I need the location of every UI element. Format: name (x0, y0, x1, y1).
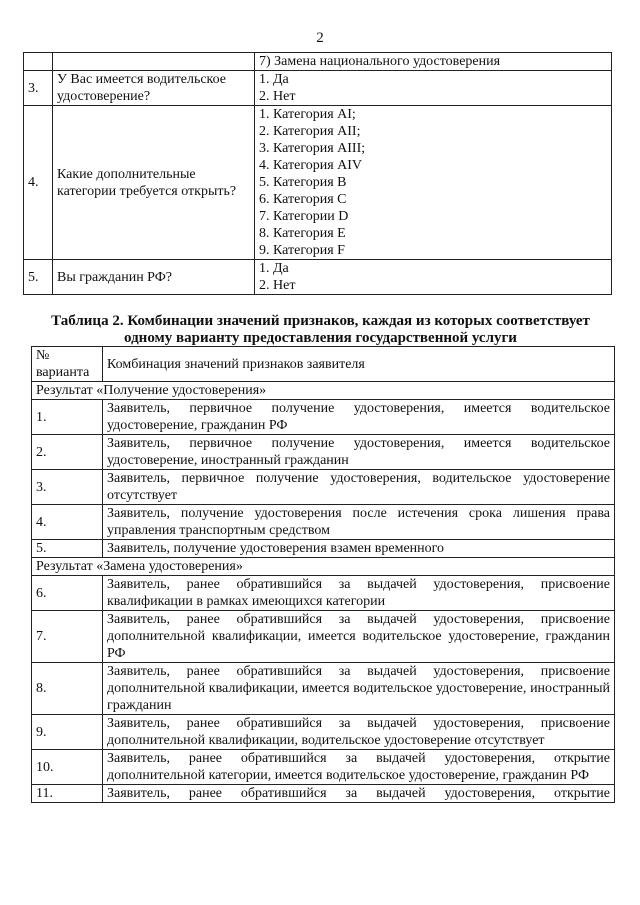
questions-table (23, 52, 612, 295)
answer-option: 4. Категория AIV (259, 158, 363, 173)
question-cell (53, 53, 255, 71)
answer-option: 3. Категория AIII; (259, 141, 366, 156)
table-row (32, 435, 615, 470)
table-row (32, 611, 615, 663)
variant-text: Заявитель, получение удостоверения после истечения срока лишения права управления транспортным средством (103, 505, 615, 540)
header-combination: Комбинация значений признаков заявителя (103, 347, 615, 382)
question-cell: У Вас имеется водительское удостоверение? (53, 71, 255, 106)
answer-cell (255, 260, 612, 295)
answer-option: 7. Категории D (259, 209, 349, 224)
group-title-receipt: Результат «Получение удостоверения» (32, 382, 615, 400)
answer-option: 1. Да (259, 72, 289, 87)
table-row (32, 785, 615, 803)
table-row (32, 470, 615, 505)
page-number: 2 (316, 30, 324, 46)
answer-option: 1. Категория AI; (259, 107, 356, 122)
answer-option: 6. Категория C (259, 192, 347, 207)
variant-number: 1. (32, 400, 103, 435)
answer-cell: 7) Замена национального удостоверения (255, 53, 612, 71)
variant-text: Заявитель, первичное получение удостоверения, имеется водительское удостоверение, гражданин РФ (103, 400, 615, 435)
answer-option: 1. Да (259, 261, 289, 276)
variant-number: 9. (32, 715, 103, 750)
variant-number: 4. (32, 505, 103, 540)
variant-text: Заявитель, ранее обратившийся за выдачей удостоверения, присвоение дополнительной квалификации, водительское удостоверение отсутствует (103, 715, 615, 750)
table-row (24, 106, 612, 260)
header-variant-number: № варианта (32, 347, 103, 382)
answer-option: 2. Категория AII; (259, 124, 361, 139)
table-caption: Таблица 2. Комбинации значений признаков, каждая из которых соответствует одному варианту предоставления государственной услуги (51, 313, 590, 346)
table-row (32, 400, 615, 435)
header-row (32, 347, 615, 382)
table-row (32, 715, 615, 750)
variant-number: 10. (32, 750, 103, 785)
variant-text: Заявитель, ранее обратившийся за выдачей удостоверения, открытие (103, 785, 615, 803)
table-row (32, 750, 615, 785)
variant-text: Заявитель, первичное получение удостоверения, имеется водительское удостоверение, иностранный гражданин (103, 435, 615, 470)
variant-number: 8. (32, 663, 103, 715)
answer-option: 9. Категория F (259, 243, 345, 258)
variant-text: Заявитель, получение удостоверения взамен временного (103, 540, 615, 558)
answer-option: 2. Нет (259, 278, 296, 293)
table-row (24, 71, 612, 106)
group-title-replacement: Результат «Замена удостоверения» (32, 558, 615, 576)
variant-number: 2. (32, 435, 103, 470)
variant-text: Заявитель, ранее обратившийся за выдачей удостоверения, присвоение дополнительной квалификации, имеется водительское удостоверение, иностранный гражданин (103, 663, 615, 715)
answer-option: 8. Категория E (259, 226, 346, 241)
row-number-cell: 5. (24, 260, 53, 295)
question-cell: Какие дополнительные категории требуется открыть? (53, 106, 255, 260)
answer-cell (255, 71, 612, 106)
variant-text: Заявитель, ранее обратившийся за выдачей удостоверения, открытие дополнительной категории, имеется водительское удостоверение, гражданин РФ (103, 750, 615, 785)
group-row (32, 558, 615, 576)
group-row (32, 382, 615, 400)
answer-cell (255, 106, 612, 260)
variant-number: 6. (32, 576, 103, 611)
variant-number: 3. (32, 470, 103, 505)
row-number-cell (24, 53, 53, 71)
variant-number: 7. (32, 611, 103, 663)
variant-text: Заявитель, ранее обратившийся за выдачей удостоверения, присвоение квалификации в рамках имеющихся категории (103, 576, 615, 611)
table-row (24, 260, 612, 295)
variant-text: Заявитель, ранее обратившийся за выдачей удостоверения, присвоение дополнительной квалификации, имеется водительское удостоверение, гражданин РФ (103, 611, 615, 663)
answer-option: 2. Нет (259, 89, 296, 104)
variant-text: Заявитель, первичное получение удостоверения, водительское удостоверение отсутствует (103, 470, 615, 505)
table-row (32, 505, 615, 540)
variant-number: 11. (32, 785, 103, 803)
answer-option: 5. Категория B (259, 175, 347, 190)
variant-number: 5. (32, 540, 103, 558)
table-row (32, 540, 615, 558)
combinations-table (31, 346, 615, 803)
question-cell: Вы гражданин РФ? (53, 260, 255, 295)
row-number-cell: 4. (24, 106, 53, 260)
table-row (24, 53, 612, 71)
table-row (32, 576, 615, 611)
row-number-cell: 3. (24, 71, 53, 106)
table-row (32, 663, 615, 715)
